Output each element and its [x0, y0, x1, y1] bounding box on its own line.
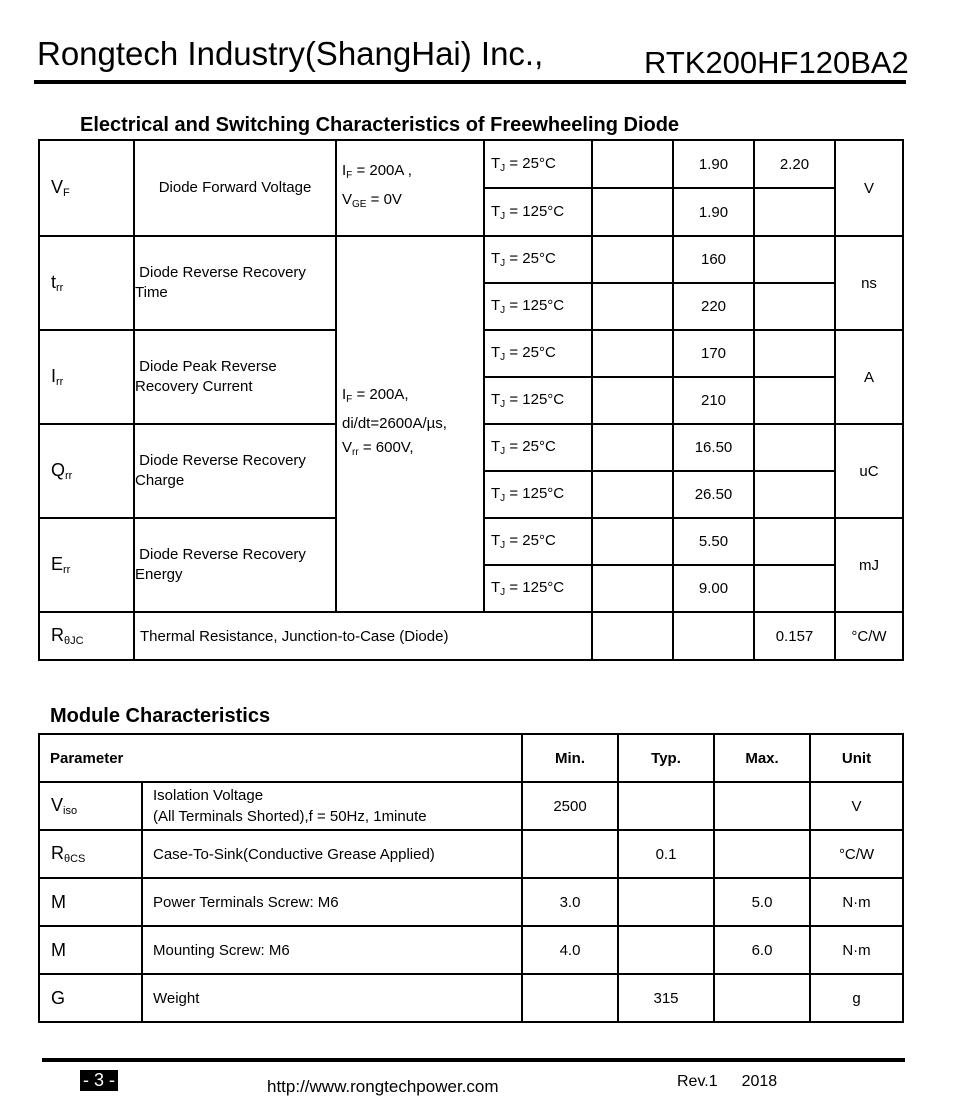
symbol-cell: $Q_{rr}$: [39, 424, 134, 518]
min-cell: [592, 471, 673, 518]
temperature-cell: $T_J = 25^\circ C$: [484, 236, 592, 283]
unit-cell: A: [835, 330, 903, 424]
max-cell: [714, 974, 810, 1022]
symbol-cell: M: [39, 926, 142, 974]
min-cell: [592, 565, 673, 612]
shared-condition-cell: $I_F = 200A$, di/dt=2600A/µs, $V_{rr} = 600V$,: [336, 236, 484, 612]
condition-cell: $I_F = 200A$ , $V_{GE} = 0V$: [336, 140, 484, 236]
unit-cell: mJ: [835, 518, 903, 612]
typ-cell: 220: [673, 283, 754, 330]
table-header-row: [39, 734, 903, 782]
symbol-cell: $E_{rr}$: [39, 518, 134, 612]
typ-cell: [618, 926, 714, 974]
min-cell: [592, 188, 673, 236]
min-cell: [592, 236, 673, 283]
max-cell: 2.20: [754, 140, 835, 188]
symbol-cell: M: [39, 878, 142, 926]
min-cell: [592, 283, 673, 330]
typ-cell: 1.90: [673, 188, 754, 236]
table-row: [39, 612, 903, 660]
table-row: [39, 140, 903, 188]
table-row: [39, 974, 903, 1022]
typ-cell: 26.50: [673, 471, 754, 518]
description-cell: Case-To-Sink(Conductive Grease Applied): [142, 830, 522, 878]
unit-cell: V: [810, 782, 903, 830]
description-cell: Power Terminals Screw: M6: [142, 878, 522, 926]
typ-cell: [618, 782, 714, 830]
website-url: http://www.rongtechpower.com: [267, 1077, 499, 1096]
typ-cell: 1.90: [673, 140, 754, 188]
max-cell: [754, 330, 835, 377]
typ-cell: [673, 612, 754, 660]
unit-cell: N·m: [810, 926, 903, 974]
temperature-cell: $T_J = 25^\circ C$: [484, 424, 592, 471]
description-cell: Thermal Resistance, Junction-to-Case (Diode): [134, 612, 592, 660]
unit-cell: V: [835, 140, 903, 236]
min-cell: [592, 377, 673, 424]
temperature-cell: $T_J = 125^\circ C$: [484, 565, 592, 612]
table-row: [39, 782, 903, 830]
diode-section-title: Electrical and Switching Characteristics of Freewheeling Diode: [80, 114, 680, 136]
description-cell: Diode Reverse Recovery Time: [134, 236, 336, 330]
table-row: [39, 878, 903, 926]
page-number: - 3 -: [80, 1070, 118, 1091]
header-min: Min.: [522, 734, 618, 782]
min-cell: [592, 424, 673, 471]
min-cell: [592, 612, 673, 660]
temperature-cell: $T_J = 25^\circ C$: [484, 518, 592, 565]
module-section-title: Module Characteristics: [50, 705, 271, 727]
temperature-cell: $T_J = 125^\circ C$: [484, 377, 592, 424]
unit-cell: °C/W: [810, 830, 903, 878]
max-cell: [754, 471, 835, 518]
company-name: Rongtech Industry(ShangHai) Inc.,: [37, 35, 544, 72]
max-cell: 0.157: [754, 612, 835, 660]
typ-cell: 0.1: [618, 830, 714, 878]
unit-cell: N·m: [810, 878, 903, 926]
description-cell: Weight: [142, 974, 522, 1022]
typ-cell: 5.50: [673, 518, 754, 565]
diode-characteristics-table: [38, 139, 904, 661]
description-cell: Diode Reverse Recovery Energy: [134, 518, 336, 612]
unit-cell: °C/W: [835, 612, 903, 660]
description-cell: Isolation Voltage (All Terminals Shorted),f = 50Hz, 1minute: [142, 782, 522, 830]
unit-cell: ns: [835, 236, 903, 330]
typ-cell: 210: [673, 377, 754, 424]
max-cell: [754, 424, 835, 471]
max-cell: 5.0: [714, 878, 810, 926]
typ-cell: [618, 878, 714, 926]
header-typ: Typ.: [618, 734, 714, 782]
temperature-cell: $T_J = 25^\circ C$: [484, 330, 592, 377]
typ-cell: 16.50: [673, 424, 754, 471]
description-cell: Mounting Screw: M6: [142, 926, 522, 974]
table-row: [39, 830, 903, 878]
max-cell: [754, 518, 835, 565]
min-cell: [592, 518, 673, 565]
revision-info: [677, 1072, 777, 1092]
typ-cell: 9.00: [673, 565, 754, 612]
max-cell: [754, 377, 835, 424]
module-characteristics-table: [38, 733, 904, 1023]
header-rule: [34, 80, 906, 84]
min-cell: [522, 830, 618, 878]
temperature-cell: $T_J = 125^\circ C$: [484, 283, 592, 330]
unit-cell: g: [810, 974, 903, 1022]
symbol-cell: $V_{iso}$: [39, 782, 142, 830]
min-cell: 4.0: [522, 926, 618, 974]
max-cell: [754, 236, 835, 283]
symbol-cell: $V_F$: [39, 140, 134, 236]
header-unit: Unit: [810, 734, 903, 782]
typ-cell: 170: [673, 330, 754, 377]
max-cell: [754, 283, 835, 330]
temperature-cell: $T_J = 125^\circ C$: [484, 188, 592, 236]
part-number: RTK200HF120BA2: [644, 45, 909, 80]
temperature-cell: $T_J = 25^\circ C$: [484, 140, 592, 188]
max-cell: [754, 188, 835, 236]
max-cell: 6.0: [714, 926, 810, 974]
table-row: [39, 926, 903, 974]
symbol-cell: $R_{\theta CS}$: [39, 830, 142, 878]
symbol-cell: $R_{\theta JC}$: [39, 612, 134, 660]
description-cell: Diode Forward Voltage: [134, 140, 336, 236]
temperature-cell: $T_J = 125^\circ C$: [484, 471, 592, 518]
max-cell: [714, 782, 810, 830]
revision-year: 2018: [741, 1073, 778, 1090]
min-cell: 3.0: [522, 878, 618, 926]
header-parameter: Parameter: [39, 734, 522, 782]
header-max: Max.: [714, 734, 810, 782]
footer-rule: [42, 1058, 905, 1062]
max-cell: [714, 830, 810, 878]
max-cell: [754, 565, 835, 612]
symbol-cell: $I_{rr}$: [39, 330, 134, 424]
min-cell: 2500: [522, 782, 618, 830]
table-row: [39, 236, 903, 283]
description-cell: Diode Reverse Recovery Charge: [134, 424, 336, 518]
min-cell: [592, 330, 673, 377]
typ-cell: 315: [618, 974, 714, 1022]
symbol-cell: G: [39, 974, 142, 1022]
revision: Rev.1: [677, 1073, 718, 1090]
min-cell: [592, 140, 673, 188]
symbol-cell: $t_{rr}$: [39, 236, 134, 330]
unit-cell: uC: [835, 424, 903, 518]
description-cell: Diode Peak Reverse Recovery Current: [134, 330, 336, 424]
min-cell: [522, 974, 618, 1022]
typ-cell: 160: [673, 236, 754, 283]
